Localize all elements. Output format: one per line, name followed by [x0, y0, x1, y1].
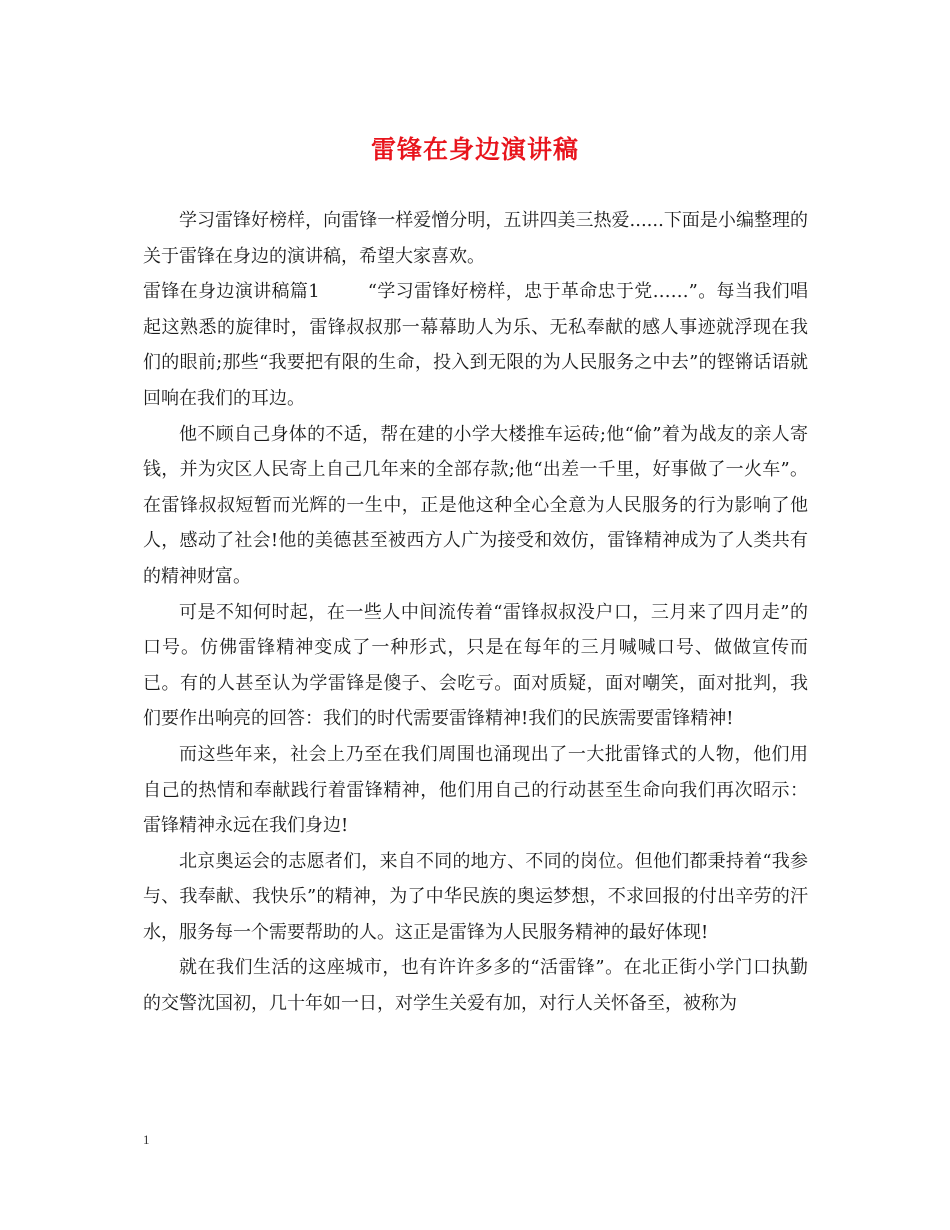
body-paragraph: 北京奥运会的志愿者们，来自不同的地方、不同的岗位。但他们都秉持着“我参与、我奉献、我快乐”的精神，为了中华民族的奥运梦想，不求回报的付出辛劳的汗水，服务每一个需要帮助的人。这正是雷锋为人民服务精神的最好体现!: [143, 850, 808, 943]
body-paragraph: 他不顾自己身体的不适，帮在建的小学大楼推车运砖;他“偷”着为战友的亲人寄钱，并为灾区人民寄上自己几年来的全部存款;他“出差一千里，好事做了一火车”。在雷锋叔叔短暂而光辉的一生中，正是他这种全心全意为人民服务的行为影响了他人，感动了社会!他的美德甚至被西方人广为接受和效仿，雷锋精神成为了人类共有的精神财富。: [143, 423, 808, 587]
section-paragraph: [143, 274, 808, 416]
section-heading: 雷锋在身边演讲稿篇1: [143, 281, 320, 303]
body-paragraph: 就在我们生活的这座城市，也有许许多多的“活雷锋”。在北正街小学门口执勤的交警沈国初，几十年如一日，对学生关爱有加，对行人关怀备至，被称为: [143, 957, 808, 1015]
document-title: 雷锋在身边演讲稿: [370, 135, 579, 164]
body-paragraph: 可是不知何时起，在一些人中间流传着“雷锋叔叔没户口，三月来了四月走”的口号。仿佛雷锋精神变成了一种形式，只是在每年的三月喊喊口号、做做宣传而已。有的人甚至认为学雷锋是傻子、会吃亏。面对质疑，面对嘲笑，面对批判，我们要作出响亮的回答：我们的时代需要雷锋精神!我们的民族需要雷锋精神!: [143, 601, 808, 730]
document-body: [143, 203, 808, 1022]
body-paragraph: 而这些年来，社会上乃至在我们周围也涌现出了一大批雷锋式的人物，他们用自己的热情和奉献践行着雷锋精神，他们用自己的行动甚至生命向我们再次昭示：雷锋精神永远在我们身边!: [143, 743, 808, 837]
intro-paragraph: 学习雷锋好榜样，向雷锋一样爱憎分明，五讲四美三热爱......下面是小编整理的关于雷锋在身边的演讲稿，希望大家喜欢。: [143, 210, 808, 267]
page-number: 1: [143, 1132, 150, 1147]
section-first-paragraph-text: “学习雷锋好榜样，忠于革命忠于党……”。每当我们唱起这熟悉的旋律时，雷锋叔叔那一幕幕助人为乐、无私奉献的感人事迹就浮现在我们的眼前;那些“我要把有限的生命，投入到无限的为人民服务之中去”的铿锵话语就回响在我们的耳边。: [143, 281, 808, 409]
